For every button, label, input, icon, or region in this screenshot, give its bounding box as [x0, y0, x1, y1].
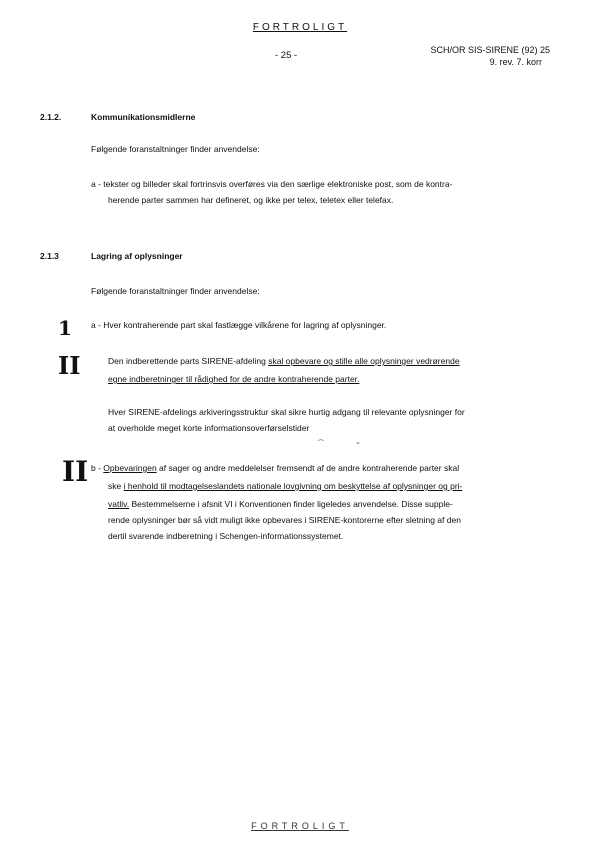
- item-b-prefix: b -: [91, 463, 104, 473]
- para1-line1: [108, 354, 460, 369]
- item-b-line3: [108, 497, 453, 512]
- para1-line1-underlined: skal opbevare og stille alle oplysninger vedrørende: [268, 356, 460, 366]
- item-b-line1: [91, 461, 459, 476]
- margin-mark-2: II: [58, 351, 81, 380]
- item-b-line2-text: ske: [108, 481, 124, 491]
- section-213-number: 2.1.3: [40, 251, 59, 261]
- item-b-line2: [108, 479, 462, 494]
- section-213-item-a: a - Hver kontraherende part skal fastlægge vilkårene for lagring af oplysninger.: [91, 320, 387, 330]
- item-b-line3-underlined: vatliv.: [108, 499, 130, 509]
- para2-line1: Hver SIRENE-afdelings arkiveringsstruktur skal sikre hurtig adgang til relevante oplysninger for: [108, 407, 465, 417]
- document-reference: [408, 44, 550, 68]
- section-213-intro: Følgende foranstaltninger finder anvendelse:: [91, 286, 260, 296]
- para1-line2-underlined: egne indberetninger til rådighed for de andre kontraherende parter.: [108, 374, 360, 384]
- margin-mark-1: 1: [58, 316, 72, 340]
- para1-line2: [108, 372, 359, 387]
- scan-artifact-2: ⌄: [355, 439, 361, 446]
- item-b-line4: rende oplysninger bør så vidt muligt ikke opbevares i SIRENE-kontorerne efter sletning af den: [108, 515, 461, 525]
- item-b-line1-rest: af sager og andre meddelelser fremsendt af de andre kontraherende parter skal: [156, 463, 460, 473]
- reference-code: SCH/OR SIS-SIRENE (92) 25: [430, 45, 550, 55]
- para1-line1-text: Den indberettende parts SIRENE-afdeling: [108, 356, 269, 366]
- item-b-line5: dertil svarende indberetning i Schengen-informationssystemet.: [108, 531, 344, 541]
- section-212-item-a-line1: a - tekster og billeder skal fortrinsvis overføres via den særlige elektroniske post, som de kontra-: [91, 179, 453, 189]
- scan-artifact: ⁀: [318, 441, 324, 448]
- item-b-line1-underlined: Opbevaringen: [103, 463, 157, 473]
- margin-mark-3: II: [62, 455, 89, 488]
- revision-note: 9. rev. 7. korr: [489, 57, 542, 67]
- section-213-title: Lagring af oplysninger: [91, 251, 183, 261]
- section-212-title: Kommunikationsmidlerne: [91, 112, 196, 122]
- item-b-line3-rest: Bestemmelserne i afsnit VI i Konventionen finder ligeledes anvendelse. Disse supple-: [129, 499, 453, 509]
- para2-line2: at overholde meget korte informationsoverførselstider: [108, 423, 310, 433]
- footer-classification: FORTROLIGT: [251, 821, 349, 831]
- section-212-item-a-line2: herende parter sammen har defineret, og ikke per telex, teletex eller telefax.: [108, 195, 394, 205]
- section-212-intro: Følgende foranstaltninger finder anvendelse:: [91, 144, 260, 154]
- section-212-number: 2.1.2.: [40, 112, 62, 122]
- item-b-line2-underlined: i henhold til modtagelseslandets nationale lovgivning om beskyttelse af oplysninger og pri-: [123, 481, 463, 491]
- header-classification: FORTROLIGT: [252, 22, 348, 33]
- page-number: - 25 -: [275, 50, 298, 61]
